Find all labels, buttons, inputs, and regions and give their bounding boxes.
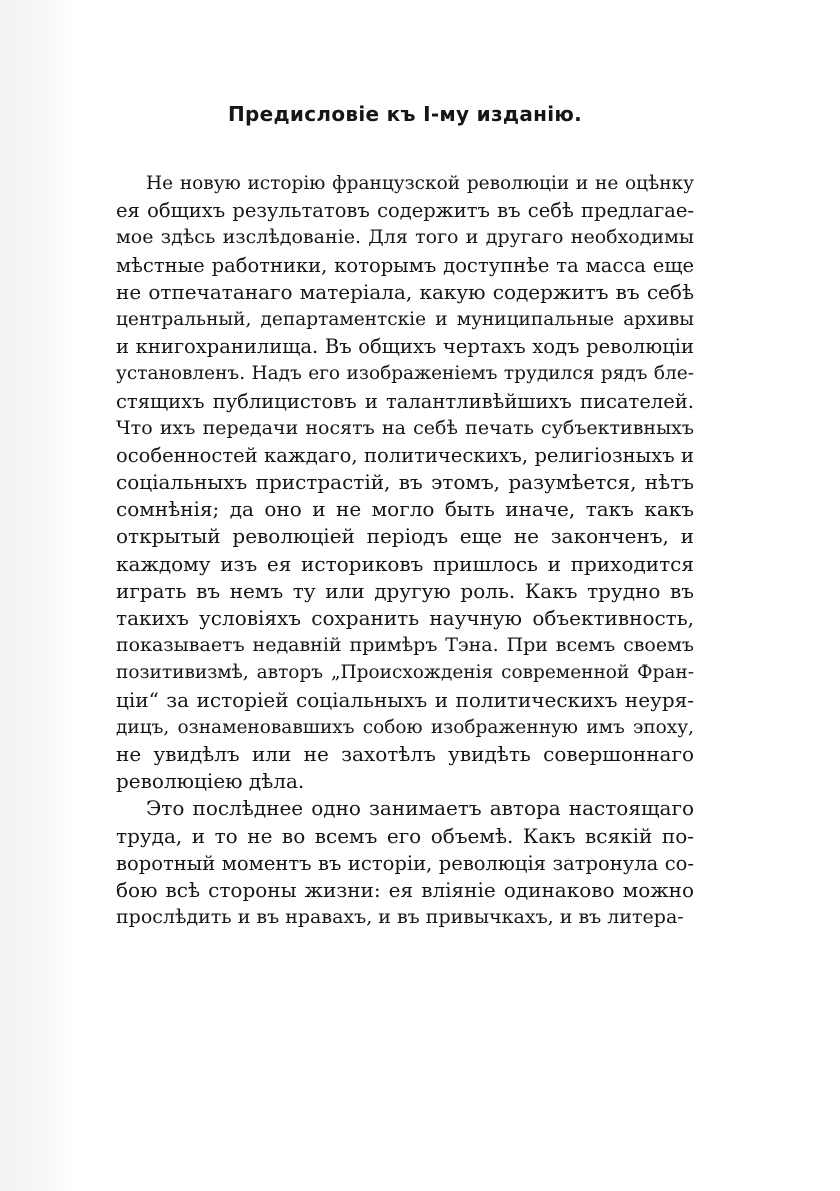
text-line: сомнѣнія; да оно и не могло быть иначе, такъ какъ (116, 497, 694, 522)
text-line: революціею дѣла. (116, 769, 305, 794)
text-line: каждому изъ ея историковъ пришлось и приходится (116, 551, 694, 576)
paragraph (116, 795, 694, 931)
text-line: открытый революціей періодъ еще не законченъ, и (116, 524, 694, 549)
scan-shadow-edge (0, 0, 72, 1191)
text-line: ея общихъ результатовъ содержитъ въ себѣ предлагае- (116, 199, 694, 223)
text-line: позитивизмѣ, авторъ „Происхожденія современной Фран- (116, 662, 694, 684)
text-line: показываетъ недавній примѣръ Тэна. При всемъ своемъ (116, 634, 694, 657)
text-line: центральный, департаментскіе и муниципальные архивы (116, 308, 694, 330)
text-line: не увидѣлъ или не захотѣлъ увидѣть совершоннаго (116, 741, 694, 766)
text-line: мое здѣсь изслѣдованіе. Для того и другаго необходимы (116, 226, 694, 249)
text-line: установленъ. Надъ его изображеніемъ трудился рядъ бле- (116, 363, 694, 385)
text-line: соціальныхъ пристрастій, въ этомъ, разумѣется, нѣтъ (116, 470, 694, 495)
text-line: Это послѣднее одно занимаетъ автора настоящаго (146, 796, 694, 821)
text-line: ціи“ за исторіей соціальныхъ и политическихъ неуря- (116, 687, 694, 712)
text-line: труда, и то не во всемъ его объемѣ. Какъ всякій по- (116, 823, 694, 848)
text-line: воротный моментъ въ исторіи, революція затронула со- (116, 851, 694, 875)
text-line: дицъ, ознаменовавшихъ собою изображенную имъ эпоху, (116, 716, 694, 738)
text-line: Что ихъ передачи носятъ на себѣ печать субъективныхъ (116, 416, 694, 439)
text-line: Не новую исторію французской революціи и не оцѣнку (146, 173, 694, 194)
text-line: играть въ немъ ту или другую роль. Какъ трудно въ (116, 578, 694, 603)
text-line: стящихъ публицистовъ и талантливѣйшихъ писателей. (116, 389, 694, 413)
text-line: не отпечатанаго матеріала, какую содержитъ въ себѣ (116, 279, 694, 304)
preface-body (116, 170, 694, 931)
preface-title: Предисловіе къ I-му изданію. (227, 102, 583, 126)
text-line: и книгохранилища. Въ общихъ чертахъ ходъ революціи (116, 335, 694, 359)
book-page (116, 92, 694, 931)
text-line: прослѣдить и въ нравахъ, и въ привычкахъ, и въ литера- (116, 906, 684, 929)
paragraph (116, 170, 694, 795)
text-line: бою всѣ стороны жизни: ея вліяніе одинаково можно (116, 877, 694, 902)
text-line: такихъ условіяхъ сохранить научную объективность, (116, 606, 694, 630)
text-line: особенностей каждаго, политическихъ, религіозныхъ и (116, 443, 694, 467)
text-line: мѣстные работники, которымъ доступнѣе та масса еще (116, 253, 694, 277)
